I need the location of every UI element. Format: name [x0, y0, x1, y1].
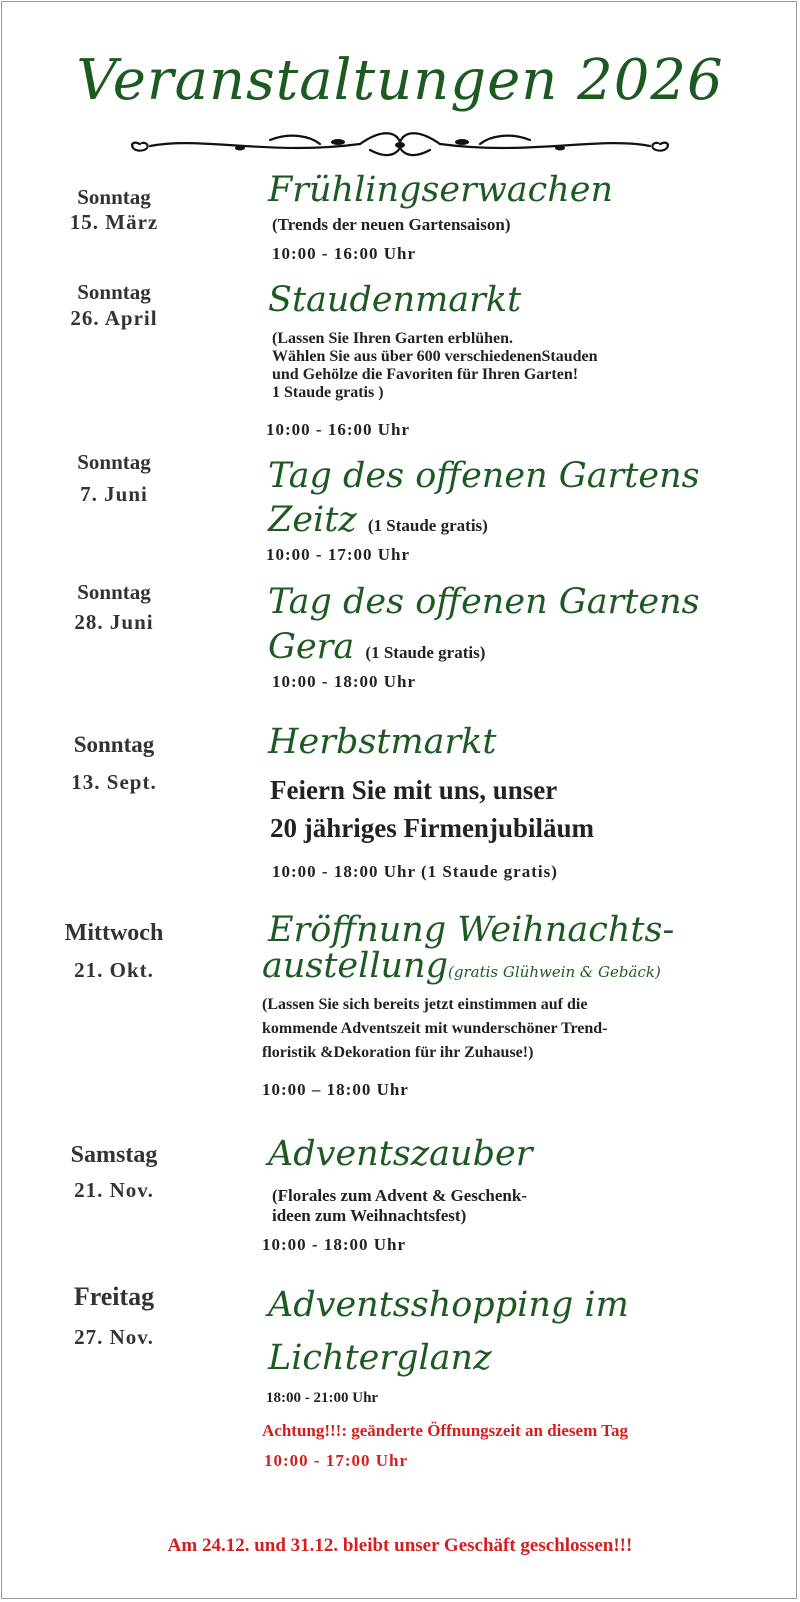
event-time: 10:00 – 18:00 Uhr	[262, 1080, 409, 1099]
event-highlight-line: Feiern Sie mit uns, unser	[270, 775, 558, 805]
event-day: Sonntag	[73, 732, 155, 757]
event-time: 10:00 - 16:00 Uhr	[266, 420, 411, 439]
event-title: Herbstmarkt	[268, 722, 497, 762]
event-extra: (1 Staude gratis)	[367, 516, 488, 535]
event-day: Mittwoch	[64, 920, 164, 946]
event-description-line: 1 Staude gratis )	[272, 384, 384, 401]
event-title: Eröffnung Weihnachts-	[268, 910, 675, 950]
event-date: 15. März	[69, 210, 159, 234]
event-description-line: und Gehölze die Favoriten für Ihren Garten!	[272, 366, 579, 383]
event-title: Staudenmarkt	[268, 280, 522, 320]
event-title-line2: austellung	[262, 946, 449, 986]
event-highlight-line: 20 jähriges Firmenjubiläum	[270, 813, 594, 843]
changed-opening-time: 10:00 - 17:00 Uhr	[264, 1451, 409, 1470]
closing-notice: Am 24.12. und 31.12. bleibt unser Geschäft geschlossen!!!	[167, 1535, 633, 1556]
event-date: 13. Sept.	[71, 770, 157, 794]
event-description-line: (Lassen Sie Ihren Garten erblühen.	[272, 330, 514, 347]
event-time: 10:00 - 18:00 Uhr	[272, 672, 417, 691]
event-time: 10:00 - 16:00 Uhr	[272, 244, 417, 263]
event-description-line: ideen zum Weihnachtsfest)	[272, 1206, 467, 1225]
event-description-line: (Florales zum Advent & Geschenk-	[272, 1186, 527, 1205]
event-day: Samstag	[70, 1142, 158, 1168]
event-time: 10:00 - 18:00 Uhr	[262, 1235, 407, 1254]
event-title-continued	[262, 946, 661, 986]
ornament-divider	[120, 128, 680, 162]
event-day: Sonntag	[77, 185, 151, 209]
event-title: Frühlingserwachen	[268, 170, 614, 210]
event-day: Freitag	[73, 1282, 155, 1311]
event-date: 21. Okt.	[74, 958, 154, 982]
event-extra: (1 Staude gratis)	[365, 643, 486, 662]
event-extra: (gratis Glühwein & Gebäck)	[448, 963, 661, 981]
event-title-location	[268, 500, 488, 540]
event-description-line: Wählen Sie aus über 600 verschiedenenStauden	[272, 348, 598, 365]
event-time: 10:00 - 18:00 Uhr (1 Staude gratis)	[272, 862, 558, 881]
event-description: (Trends der neuen Gartensaison)	[272, 215, 511, 234]
event-date: 27. Nov.	[74, 1325, 154, 1349]
event-time: 18:00 - 21:00 Uhr	[266, 1390, 379, 1406]
event-location: Gera	[268, 627, 355, 667]
event-day: Sonntag	[77, 580, 151, 604]
event-time: 10:00 - 17:00 Uhr	[266, 545, 411, 564]
event-title-location	[268, 627, 485, 667]
event-date: 26. April	[70, 306, 158, 330]
event-title-line2: Lichterglanz	[268, 1338, 492, 1378]
opening-time-notice: Achtung!!!: geänderte Öffnungszeit an diesem Tag	[262, 1421, 628, 1440]
page-title: Veranstaltungen 2026	[76, 48, 724, 113]
event-location: Zeitz	[268, 500, 357, 540]
event-title: Tag des offenen Gartens	[268, 582, 700, 622]
event-date: 21. Nov.	[74, 1178, 154, 1202]
event-description-line: (Lassen Sie sich bereits jetzt einstimmen auf die	[262, 996, 588, 1013]
event-day: Sonntag	[77, 450, 151, 474]
event-description-line: floristik &Dekoration für ihr Zuhause!)	[262, 1044, 534, 1061]
event-title: Tag des offenen Gartens	[268, 456, 700, 496]
event-date: 28. Juni	[74, 610, 154, 634]
event-date: 7. Juni	[80, 482, 148, 506]
event-description-line: kommende Adventszeit mit wunderschöner Trend-	[262, 1020, 608, 1037]
event-day: Sonntag	[77, 280, 151, 304]
event-title: Adventsshopping im	[268, 1285, 629, 1325]
event-title: Adventszauber	[268, 1134, 533, 1174]
